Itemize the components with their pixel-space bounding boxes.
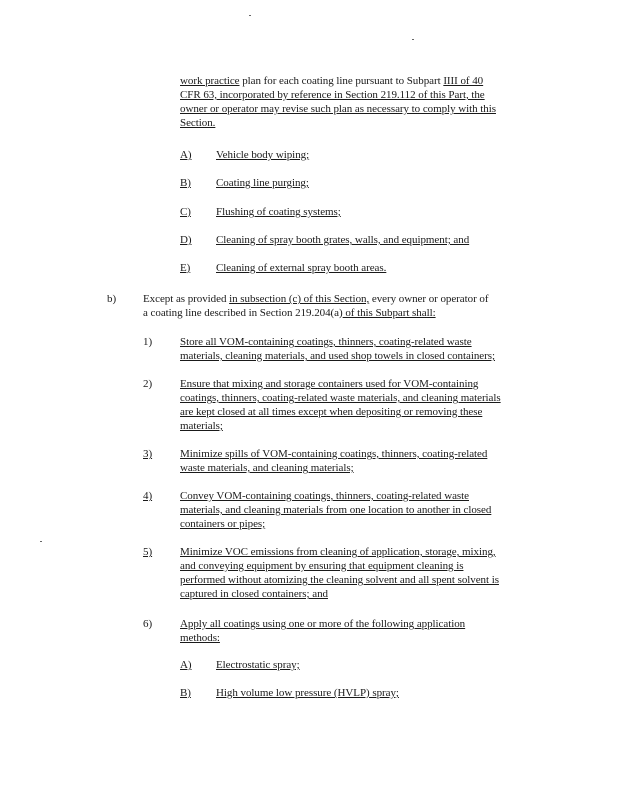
item-line: Apply all coatings using one or more of the following application <box>180 618 466 630</box>
intro-line-3: owner or operator may revise such plan as necessary to comply with this <box>180 103 496 115</box>
intro-line-2: CFR 63, incorporated by reference in Section 219.112 of this Part, the <box>180 89 485 101</box>
sub-item-letter: A) <box>180 149 192 161</box>
item-number: 6) <box>143 618 153 630</box>
sub-item-text: Cleaning of external spray booth areas. <box>216 262 387 274</box>
item-number: 1) <box>143 336 153 348</box>
sub-item-text: Coating line purging; <box>216 177 309 189</box>
item-line: methods: <box>180 632 220 644</box>
sub-item-letter: E) <box>180 262 191 274</box>
item-number: 4) <box>143 490 153 502</box>
item-number: 3) <box>143 448 153 460</box>
section-b-line-1: Except as provided in subsection (c) of this Section, every owner or operator of <box>143 293 489 305</box>
sub-item-letter: B) <box>180 687 191 699</box>
sub-item-letter: D) <box>180 234 192 246</box>
item-line: coatings, thinners, coating-related waste materials, and cleaning materials <box>180 392 501 404</box>
sub-item-text: Flushing of coating systems; <box>216 206 341 218</box>
section-b-label: b) <box>107 293 117 305</box>
item-line: Ensure that mixing and storage containers used for VOM-containing <box>180 378 479 390</box>
scan-mark <box>249 15 251 16</box>
intro-line-1: work practice plan for each coating line pursuant to Subpart IIII of 40 <box>180 75 484 87</box>
item-line: and conveying equipment by ensuring that equipment cleaning is <box>180 560 464 572</box>
item-line: captured in closed containers; and <box>180 588 328 600</box>
item-line: materials; <box>180 420 223 432</box>
sub-item-letter: B) <box>180 177 191 189</box>
section-b-line-2: a coating line described in Section 219.204(a) of this Subpart shall: <box>143 307 436 319</box>
item-line: Minimize VOC emissions from cleaning of application, storage, mixing, <box>180 546 496 558</box>
item-line: are kept closed at all times except when depositing or removing these <box>180 406 483 418</box>
item-line: performed without atomizing the cleaning solvent and all spent solvent is <box>180 574 499 586</box>
scan-mark <box>40 541 42 542</box>
scan-mark <box>412 39 414 40</box>
sub-item-letter: A) <box>180 659 192 671</box>
item-line: containers or pipes; <box>180 518 266 530</box>
sub-item-letter: C) <box>180 206 191 218</box>
sub-item-text: Electrostatic spray; <box>216 659 300 671</box>
sub-item-text: Cleaning of spray booth grates, walls, and equipment; and <box>216 234 470 246</box>
item-line: materials, and cleaning materials from one location to another in closed <box>180 504 492 516</box>
sub-item-text: Vehicle body wiping; <box>216 149 310 161</box>
item-number: 5) <box>143 546 153 558</box>
item-number: 2) <box>143 378 153 390</box>
item-line: Store all VOM-containing coatings, thinners, coating-related waste <box>180 336 472 348</box>
item-line: materials, cleaning materials, and used shop towels in closed containers; <box>180 350 495 362</box>
intro-line-4: Section. <box>180 117 216 129</box>
sub-item-text: High volume low pressure (HVLP) spray; <box>216 687 399 699</box>
item-line: waste materials, and cleaning materials; <box>180 462 354 474</box>
item-line: Convey VOM-containing coatings, thinners, coating-related waste <box>180 490 469 502</box>
item-line: Minimize spills of VOM-containing coatings, thinners, coating-related <box>180 448 488 460</box>
